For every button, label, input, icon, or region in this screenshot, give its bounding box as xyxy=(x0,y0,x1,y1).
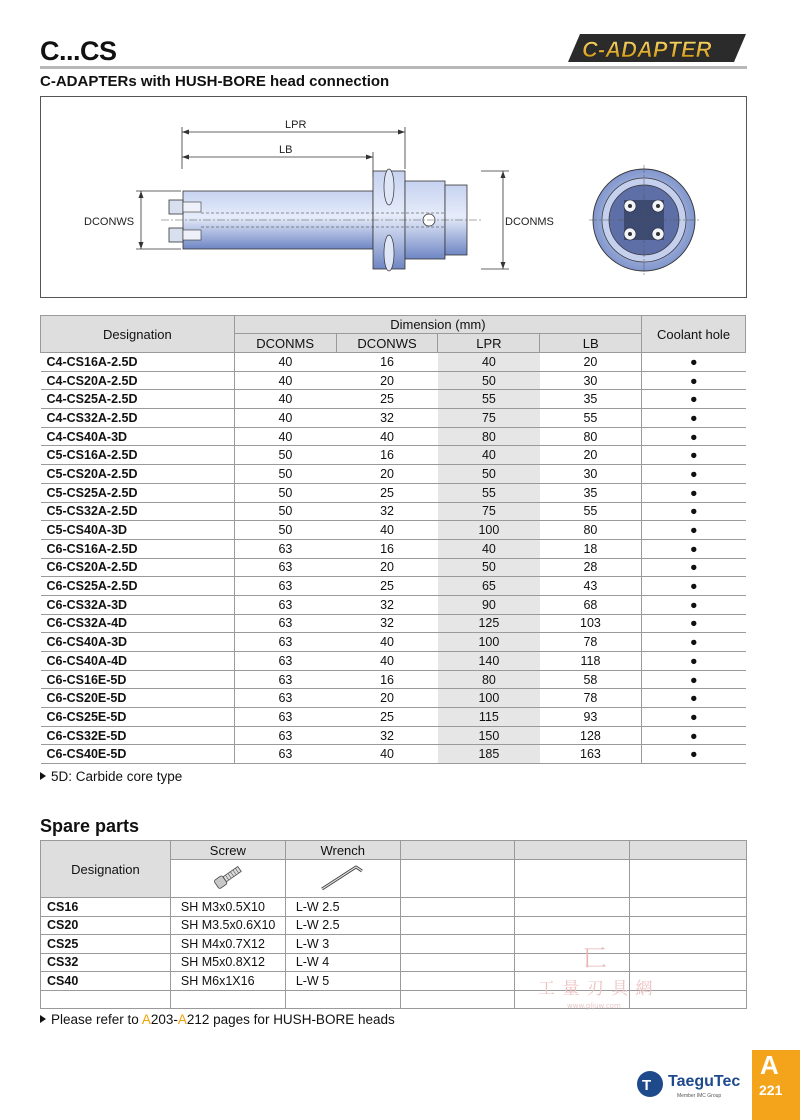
cell-coolant: ● xyxy=(642,521,746,540)
cell-lb: 28 xyxy=(540,558,642,577)
cell-lb: 55 xyxy=(540,409,642,428)
cell-lpr: 140 xyxy=(438,652,540,671)
cell-designation: C6-CS40E-5D xyxy=(41,745,235,764)
cell-designation: C6-CS16A-2.5D xyxy=(41,539,235,558)
spare-designation: CS16 xyxy=(41,898,171,917)
brand-subtitle: Member IMC Group xyxy=(677,1093,722,1099)
cell-dconws: 40 xyxy=(336,745,438,764)
cell-dconws: 25 xyxy=(336,483,438,502)
cell-dconws: 25 xyxy=(336,708,438,727)
cell-lpr: 55 xyxy=(438,483,540,502)
cell-dconws: 25 xyxy=(336,390,438,409)
table-row xyxy=(41,371,746,390)
tool-drawing-svg xyxy=(41,97,748,299)
cell-dconms: 50 xyxy=(234,521,336,540)
cell-lpr: 50 xyxy=(438,558,540,577)
cell-designation: C6-CS20E-5D xyxy=(41,689,235,708)
cell-dconws: 40 xyxy=(336,633,438,652)
cell-dconms: 63 xyxy=(234,614,336,633)
spare-col-screw: Screw xyxy=(170,841,285,860)
cell-coolant: ● xyxy=(642,465,746,484)
cell-lb: 20 xyxy=(540,353,642,372)
screw-icon-cell xyxy=(170,860,285,898)
cell-lb: 58 xyxy=(540,670,642,689)
cell-dconws: 20 xyxy=(336,371,438,390)
table-row xyxy=(41,670,746,689)
cell-coolant: ● xyxy=(642,577,746,596)
cell-dconms: 63 xyxy=(234,670,336,689)
cell-designation: C6-CS32A-3D xyxy=(41,595,235,614)
table-row xyxy=(41,446,746,465)
subcol-dconms: DCONMS xyxy=(234,334,336,353)
lb-label: LB xyxy=(279,144,293,156)
subcol-dconws: DCONWS xyxy=(336,334,438,353)
cell-lpr: 115 xyxy=(438,708,540,727)
table-row xyxy=(41,353,746,372)
spare-wrench: L-W 4 xyxy=(285,953,400,972)
cell-dconws: 20 xyxy=(336,465,438,484)
table-row xyxy=(41,708,746,727)
cell-coolant: ● xyxy=(642,558,746,577)
col-designation: Designation xyxy=(41,316,235,353)
table-row xyxy=(41,465,746,484)
section-letter: A xyxy=(760,1050,779,1080)
svg-text:C-ADAPTER: C-ADAPTER xyxy=(582,37,712,62)
cell-dconms: 63 xyxy=(234,708,336,727)
cell-lpr: 50 xyxy=(438,465,540,484)
cell-coolant: ● xyxy=(642,652,746,671)
cell-dconws: 40 xyxy=(336,652,438,671)
table-row xyxy=(41,595,746,614)
cell-designation: C6-CS40A-3D xyxy=(41,633,235,652)
cell-coolant: ● xyxy=(642,708,746,727)
col-dimension: Dimension (mm) xyxy=(234,316,641,334)
cell-lb: 78 xyxy=(540,689,642,708)
bullet-triangle-icon xyxy=(40,1015,46,1023)
cell-lpr: 80 xyxy=(438,427,540,446)
tool-end-view xyxy=(589,165,699,275)
cell-lpr: 50 xyxy=(438,371,540,390)
cell-designation: C5-CS32A-2.5D xyxy=(41,502,235,521)
page-title: C...CS xyxy=(40,36,117,66)
cell-designation: C5-CS20A-2.5D xyxy=(41,465,235,484)
cell-lb: 128 xyxy=(540,726,642,745)
spare-designation: CS25 xyxy=(41,935,171,954)
cell-designation: C4-CS32A-2.5D xyxy=(41,409,235,428)
spare-wrench: L-W 5 xyxy=(285,972,400,991)
cell-lpr: 150 xyxy=(438,726,540,745)
dconws-label: DCONWS xyxy=(84,216,135,228)
cell-coolant: ● xyxy=(642,371,746,390)
cell-coolant: ● xyxy=(642,427,746,446)
cell-dconws: 20 xyxy=(336,558,438,577)
cell-dconms: 63 xyxy=(234,652,336,671)
cell-lb: 103 xyxy=(540,614,642,633)
cell-coolant: ● xyxy=(642,446,746,465)
cell-dconws: 16 xyxy=(336,353,438,372)
cell-designation: C6-CS25A-2.5D xyxy=(41,577,235,596)
cell-dconws: 32 xyxy=(336,726,438,745)
cell-lpr: 75 xyxy=(438,409,540,428)
cell-designation: C6-CS16E-5D xyxy=(41,670,235,689)
cell-lb: 18 xyxy=(540,539,642,558)
cell-coolant: ● xyxy=(642,726,746,745)
hex-wrench-icon xyxy=(318,861,368,893)
cell-dconms: 40 xyxy=(234,371,336,390)
note-refer: Please refer to A203-A212 pages for HUSH-BORE heads xyxy=(40,1012,395,1027)
lpr-label: LPR xyxy=(285,119,307,131)
spare-screw: SH M3.5x0.6X10 xyxy=(170,916,285,935)
spare-col-designation: Designation xyxy=(41,841,171,898)
spare-screw: SH M3x0.5X10 xyxy=(170,898,285,917)
cell-dconws: 16 xyxy=(336,539,438,558)
cell-designation: C6-CS32A-4D xyxy=(41,614,235,633)
cell-lb: 163 xyxy=(540,745,642,764)
cell-lpr: 80 xyxy=(438,670,540,689)
cell-dconws: 20 xyxy=(336,689,438,708)
table-row xyxy=(41,577,746,596)
cell-lb: 30 xyxy=(540,465,642,484)
cell-coolant: ● xyxy=(642,689,746,708)
brand-name: TaeguTec xyxy=(668,1073,741,1090)
spare-row xyxy=(41,898,747,917)
cell-dconms: 63 xyxy=(234,726,336,745)
dimension-table xyxy=(40,315,746,764)
cell-coolant: ● xyxy=(642,409,746,428)
cell-lb: 30 xyxy=(540,371,642,390)
cell-lb: 68 xyxy=(540,595,642,614)
table-row xyxy=(41,652,746,671)
cell-lb: 80 xyxy=(540,521,642,540)
cell-designation: C5-CS40A-3D xyxy=(41,521,235,540)
subcol-lpr: LPR xyxy=(438,334,540,353)
cell-dconms: 63 xyxy=(234,633,336,652)
table-row xyxy=(41,502,746,521)
bullet-triangle-icon xyxy=(40,772,46,780)
cell-dconms: 63 xyxy=(234,558,336,577)
spare-col-wrench: Wrench xyxy=(285,841,400,860)
table-row xyxy=(41,614,746,633)
cell-designation: C5-CS16A-2.5D xyxy=(41,446,235,465)
cell-dconms: 40 xyxy=(234,353,336,372)
cell-coolant: ● xyxy=(642,595,746,614)
cell-dconms: 63 xyxy=(234,577,336,596)
cell-coolant: ● xyxy=(642,353,746,372)
cell-dconws: 16 xyxy=(336,446,438,465)
cell-coolant: ● xyxy=(642,670,746,689)
table-row xyxy=(41,558,746,577)
cell-lpr: 100 xyxy=(438,689,540,708)
cell-dconws: 40 xyxy=(336,427,438,446)
cell-dconws: 16 xyxy=(336,670,438,689)
spare-wrench: L-W 2.5 xyxy=(285,916,400,935)
cell-lb: 78 xyxy=(540,633,642,652)
cell-dconms: 40 xyxy=(234,390,336,409)
cell-dconms: 50 xyxy=(234,502,336,521)
cell-lb: 55 xyxy=(540,502,642,521)
cell-dconws: 32 xyxy=(336,502,438,521)
cell-dconms: 40 xyxy=(234,409,336,428)
cell-lb: 35 xyxy=(540,390,642,409)
spare-wrench: L-W 3 xyxy=(285,935,400,954)
cell-designation: C6-CS40A-4D xyxy=(41,652,235,671)
cell-designation: C4-CS20A-2.5D xyxy=(41,371,235,390)
cell-lpr: 90 xyxy=(438,595,540,614)
spare-designation: CS32 xyxy=(41,953,171,972)
cell-coolant: ● xyxy=(642,390,746,409)
watermark-url: www.gljuw.com xyxy=(567,1002,621,1010)
table-row xyxy=(41,745,746,764)
cell-dconms: 50 xyxy=(234,483,336,502)
table-row xyxy=(41,726,746,745)
cell-dconms: 63 xyxy=(234,539,336,558)
spare-screw: SH M5x0.8X12 xyxy=(170,953,285,972)
title-rule xyxy=(40,66,747,69)
spare-screw: SH M4x0.7X12 xyxy=(170,935,285,954)
cell-lpr: 40 xyxy=(438,353,540,372)
cell-dconms: 63 xyxy=(234,595,336,614)
spare-col-empty xyxy=(515,841,630,860)
cell-dconms: 50 xyxy=(234,465,336,484)
cell-coolant: ● xyxy=(642,539,746,558)
spare-col-empty xyxy=(400,841,515,860)
col-coolant: Coolant hole xyxy=(642,316,746,353)
cell-designation: C6-CS20A-2.5D xyxy=(41,558,235,577)
cell-lpr: 185 xyxy=(438,745,540,764)
svg-text:T: T xyxy=(642,1077,652,1094)
cell-lb: 118 xyxy=(540,652,642,671)
spare-col-empty xyxy=(630,841,747,860)
screw-icon xyxy=(211,862,245,892)
page-number: 221 xyxy=(759,1082,783,1098)
cell-designation: C4-CS16A-2.5D xyxy=(41,353,235,372)
table-row xyxy=(41,521,746,540)
section-tab xyxy=(752,1050,800,1120)
wrench-icon-cell xyxy=(285,860,400,898)
cell-designation: C4-CS40A-3D xyxy=(41,427,235,446)
spare-screw: SH M6x1X16 xyxy=(170,972,285,991)
spare-designation: CS40 xyxy=(41,972,171,991)
cell-lb: 93 xyxy=(540,708,642,727)
cell-lpr: 40 xyxy=(438,446,540,465)
page-subtitle: C-ADAPTERs with HUSH-BORE head connection xyxy=(40,73,390,90)
cell-coolant: ● xyxy=(642,745,746,764)
table-row xyxy=(41,633,746,652)
cell-lpr: 100 xyxy=(438,633,540,652)
table-row xyxy=(41,427,746,446)
cell-coolant: ● xyxy=(642,483,746,502)
note-carbide: 5D: Carbide core type xyxy=(40,769,182,784)
cell-designation: C6-CS32E-5D xyxy=(41,726,235,745)
table-row xyxy=(41,539,746,558)
cell-lpr: 65 xyxy=(438,577,540,596)
cell-coolant: ● xyxy=(642,614,746,633)
spare-row xyxy=(41,916,747,935)
table-row xyxy=(41,483,746,502)
cell-designation: C4-CS25A-2.5D xyxy=(41,390,235,409)
cell-lb: 20 xyxy=(540,446,642,465)
watermark xyxy=(533,942,673,1012)
cell-lb: 43 xyxy=(540,577,642,596)
dconms-label: DCONMS xyxy=(505,216,554,228)
watermark-text: 工 量 刃 具 網 xyxy=(538,979,654,999)
cell-coolant: ● xyxy=(642,502,746,521)
cell-dconms: 50 xyxy=(234,446,336,465)
table-row xyxy=(41,390,746,409)
cell-lpr: 75 xyxy=(438,502,540,521)
cell-dconws: 25 xyxy=(336,577,438,596)
cell-designation: C5-CS25A-2.5D xyxy=(41,483,235,502)
technical-drawing xyxy=(40,96,747,298)
cell-dconws: 32 xyxy=(336,409,438,428)
cell-dconms: 40 xyxy=(234,427,336,446)
spare-wrench: L-W 2.5 xyxy=(285,898,400,917)
watermark-glyph: 匸 xyxy=(583,944,607,972)
cell-lb: 80 xyxy=(540,427,642,446)
tool-side-view xyxy=(161,169,481,271)
cell-dconws: 32 xyxy=(336,614,438,633)
c-adapter-logo xyxy=(566,30,748,66)
spare-parts-title: Spare parts xyxy=(40,816,140,836)
cell-dconws: 32 xyxy=(336,595,438,614)
cell-lb: 35 xyxy=(540,483,642,502)
cell-coolant: ● xyxy=(642,633,746,652)
cell-lpr: 55 xyxy=(438,390,540,409)
spare-designation: CS20 xyxy=(41,916,171,935)
cell-designation: C6-CS25E-5D xyxy=(41,708,235,727)
table-row xyxy=(41,409,746,428)
subcol-lb: LB xyxy=(540,334,642,353)
spare-empty-row xyxy=(41,990,171,1009)
dimension-table-body xyxy=(41,353,746,764)
cell-lpr: 40 xyxy=(438,539,540,558)
cell-lpr: 125 xyxy=(438,614,540,633)
cell-dconws: 40 xyxy=(336,521,438,540)
table-row xyxy=(41,689,746,708)
cell-dconms: 63 xyxy=(234,689,336,708)
cell-lpr: 100 xyxy=(438,521,540,540)
cell-dconms: 63 xyxy=(234,745,336,764)
